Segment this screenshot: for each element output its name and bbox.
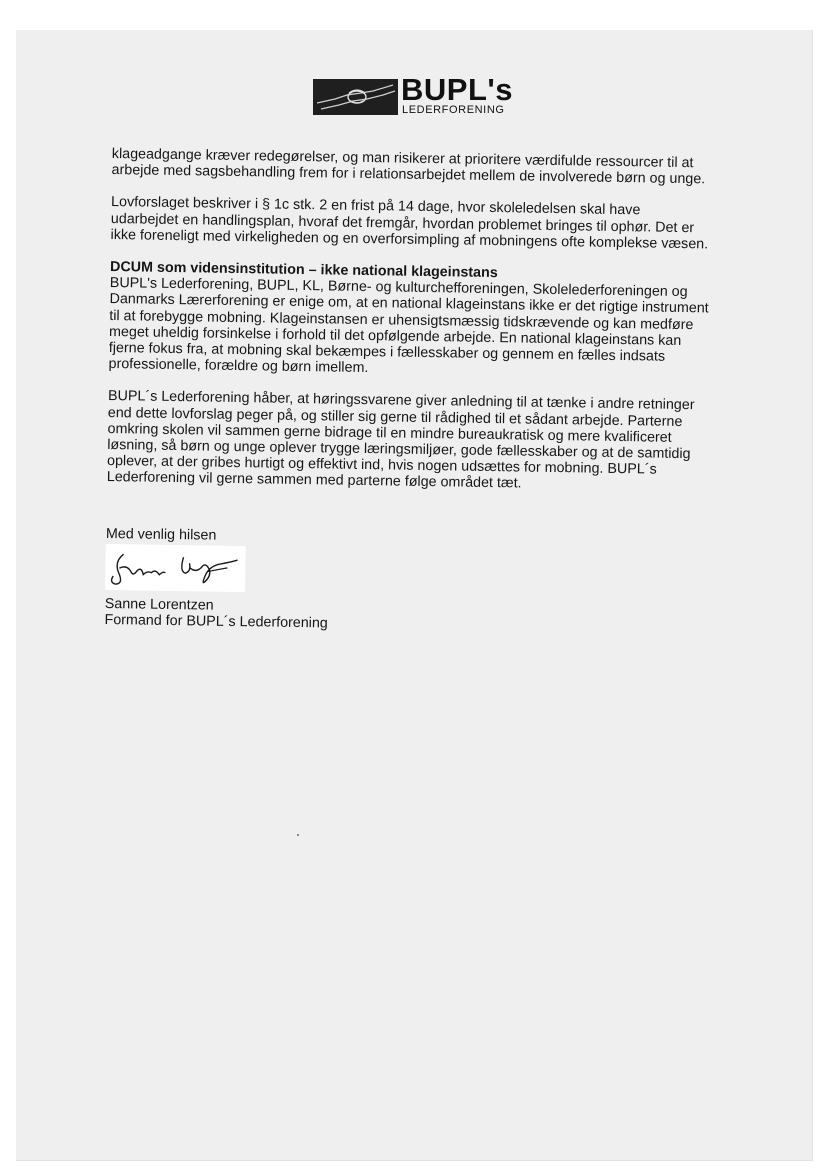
signature-image (105, 544, 246, 592)
handshake-icon (313, 79, 398, 115)
section-heading: DCUM som vidensinstitution – ikke national klageinstans (109, 259, 498, 282)
signatory-title: Formand for BUPL´s Lederforening (104, 612, 328, 632)
paragraph-3: BUPL's Lederforening, BUPL, KL, Børne- og kulturchefforeningen, Skolelederforeningen og Danmarks Lærerforening er enige om, at en national klageinstans ikke er det rigtige instrument til at forebygge mobning. Klageinstansen er uhensigtsmæssig tidskrævende og kan medføre meget uheldig forsinkelse i forhold til det opfølgende arbejde. En national klageinstans kan fjerne fokus fra, at mobning skal bekæmpes i fællesskaber og gennem en fælles indsats professionelle, forældre og børn imellem. (108, 275, 709, 377)
scan-speck (297, 834, 299, 836)
paragraph-4: BUPL´s Lederforening håber, at høringssvarene giver anledning til at tænke i andre retninger end dette lovforslag peger på, og stiller sig gerne til rådighed til et sådant arbejde. Parterne omkring skolen vil sammen gerne bidrage til en mindre bureaukratisk og mere kvalificeret løsning, så børn og unge oplever trygge læringsmiljøer, gode fællesskaber og at de samtidig oplever, at der gribes hurtigt og effektivt ind, hvis nogen udsættes for mobning. BUPL´s Lederforening vil gerne sammen med parterne følge området tæt. (106, 388, 695, 492)
closing-block (104, 526, 706, 638)
letter-body (104, 146, 712, 638)
bupl-logo (313, 72, 523, 118)
logo-name: BUPL's (401, 72, 513, 107)
signatory-name: Sanne Lorentzen (104, 595, 214, 614)
paragraph-2: Lovforslaget beskriver i § 1c stk. 2 en frist på 14 dage, hvor skoleledelsen skal have udarbejdet en handlingsplan, hvoraf det fremgår, hvordan problemet bringes til ophør. Det er ikke foreneligt med virkeligheden og en overforsimpling af mobningens ofte komplekse væsen. (110, 194, 709, 253)
section-block (108, 259, 710, 382)
paragraph-1: klageadgange kræver redegørelser, og man risikerer at prioritere værdifulde ressourcer til at arbejde med sagsbehandling frem for i relationsarbejdet mellem de involverede børn og unge. (111, 146, 706, 188)
logo-subtitle: LEDERFORENING (402, 104, 505, 116)
greeting: Med venlig hilsen (105, 525, 217, 544)
